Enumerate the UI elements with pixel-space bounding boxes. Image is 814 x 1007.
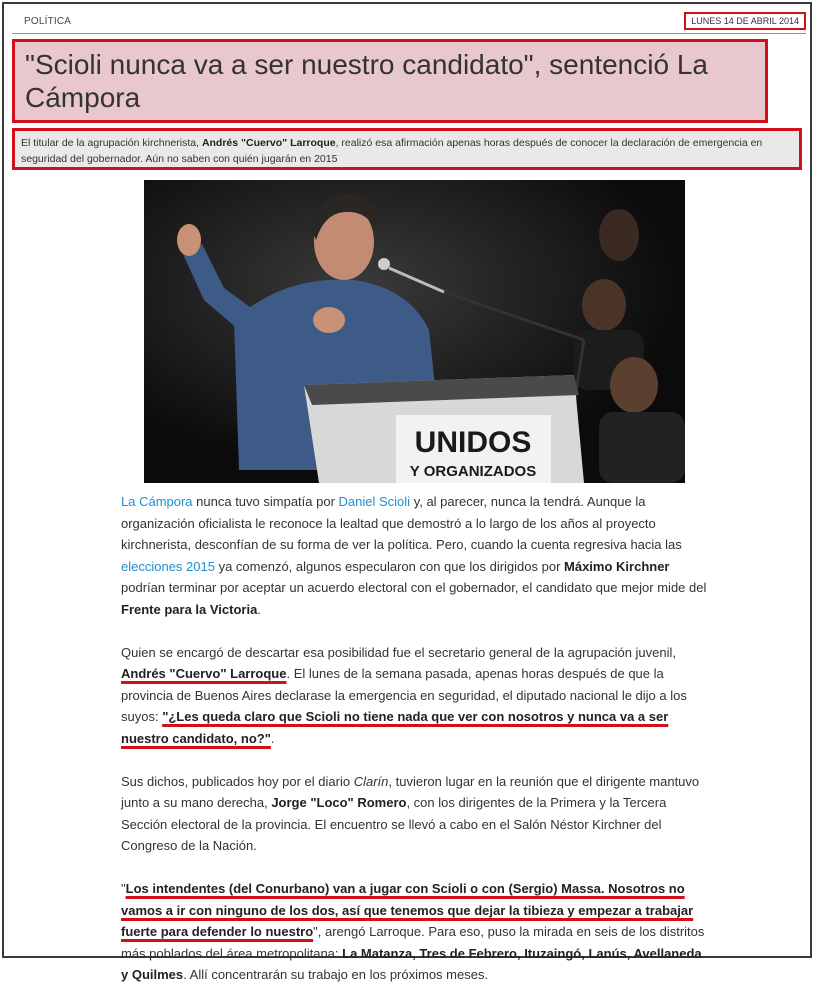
- article-summary: El titular de la agrupación kirchnerista, Andrés "Cuervo" Larroque, realizó esa afirmación apenas horas después de conocer la declaración de emergencia en seguridad del gobernador. Aún no saben con quién jugarán en 2015: [21, 137, 763, 165]
- top-bar: [12, 8, 806, 34]
- bold-districts: La Matanza, Tres de Febrero, Ituzaingó, Lanús, Avellaneda y Quilmes: [121, 945, 702, 983]
- bold-jorge-romero: Jorge "Loco" Romero: [271, 795, 407, 811]
- podium-text-line2: Y ORGANIZADOS: [409, 463, 537, 480]
- summary-highlight: [12, 128, 802, 170]
- paragraph-3: Sus dichos, publicados hoy por el diario Clarín, tuvieron lugar en la reunión que el dirigente mantuvo junto a su mano derecha, Jorge "Loco" Romero, con los dirigentes de la Primera y la Tercera Sección electoral de la provincia. El encuentro se llevó a cabo en el Salón Néstor Kirchner del Congreso de la Nación.: [121, 773, 700, 854]
- date-badge: LUNES 14 DE ABRIL 2014: [684, 12, 806, 30]
- link-daniel-scioli[interactable]: Daniel Scioli: [338, 494, 411, 509]
- page-frame: [2, 2, 812, 983]
- underlined-quote-1: "¿Les queda claro que Scioli no tiene nada que ver con nosotros y nunca va a ser nuestro candidato, no?": [121, 709, 669, 746]
- section-label[interactable]: POLÍTICA: [24, 16, 72, 27]
- paragraph-1: La Cámpora nunca tuvo simpatía por Daniel Scioli y, al parecer, nunca la tendrá. Aunque la organización oficialista le reconoce la lealtad que demostró a lo largo de los años al proyecto kirchnerista, desconfían de su forma de ver la política. Pero, cuando la cuenta regresiva hacia las elecciones 2015 ya comenzó, algunos especularon con que los dirigidos por Máximo Kirchner podrían terminar por aceptar un acuerdo electoral con el gobernador, el candidato que mejor mide del Frente para la Victoria.: [121, 494, 707, 617]
- link-elecciones-2015[interactable]: elecciones 2015: [121, 558, 215, 574]
- bold-frente-victoria: Frente para la Victoria: [121, 601, 258, 617]
- link-la-campora[interactable]: La Cámpora: [121, 494, 193, 509]
- article-headline: "Scioli nunca va a ser nuestro candidato", sentenció La Cámpora: [25, 49, 708, 113]
- bold-maximo-kirchner: Máximo Kirchner: [564, 558, 670, 574]
- paragraph-2: Quien se encargó de descartar esa posibilidad fue el secretario general de la agrupación juvenil, Andrés "Cuervo" Larroque. El lunes de la semana pasada, apenas horas después de que la provincia de Buenos Aires declarase la emergencia en seguridad, el diputado nacional le dijo a los suyos: "¿Les queda claro que Scioli no tiene nada que ver con nosotros y nunca va a ser nuestro candidato, no?".: [121, 644, 687, 746]
- paragraph-4: "Los intendentes (del Conurbano) van a jugar con Scioli o con (Sergio) Massa. Nosotros no vamos a ir con ninguno de los dos, así que tenemos que dejar la tibieza y empezar a trabajar fuerte para defender lo nuestro", arengó Larroque. Para eso, puso la mirada en seis de los distritos más poblados del área metropolitana: La Matanza, Tres de Febrero, Ituzaingó, Lanús, Avellaneda y Quilmes. Allí concentrarán su trabajo en los próximos meses.: [121, 880, 705, 983]
- podium-text-line1: UNIDOS: [414, 426, 532, 459]
- article-body: [121, 491, 711, 1007]
- article-photo: [144, 180, 685, 483]
- italic-clarin: Clarín: [353, 773, 389, 789]
- underlined-quote-2: Los intendentes (del Conurbano) van a jugar con Scioli o con (Sergio) Massa. Nosotros no vamos a ir con ninguno de los dos, así que tenemos que dejar la tibieza y empezar a trabajar fuerte para defender lo nuestro: [121, 880, 694, 940]
- underlined-larroque: Andrés "Cuervo" Larroque: [121, 666, 287, 682]
- headline-highlight: [12, 39, 768, 123]
- summary-person-name: Andrés "Cuervo" Larroque: [201, 137, 336, 149]
